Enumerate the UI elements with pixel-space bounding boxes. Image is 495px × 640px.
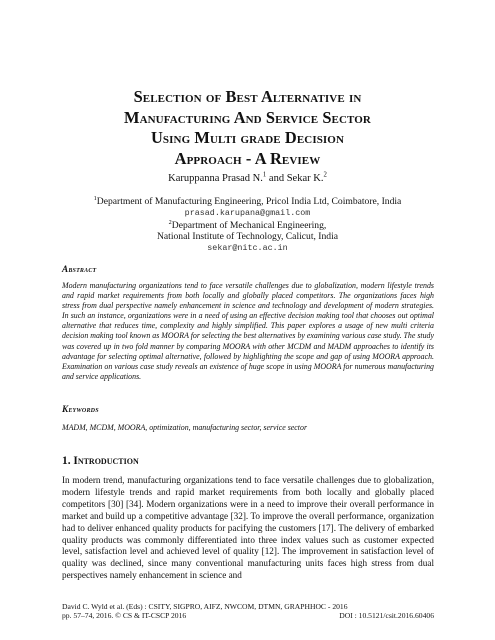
title-line-4: Approach - A Review [174, 148, 321, 168]
author-joiner: and [266, 173, 287, 184]
affiliation-2 [40, 220, 455, 232]
author-list [0, 173, 495, 184]
introduction-heading: 1. Introduction [62, 455, 139, 467]
author-1-affil-marker: 1 [262, 171, 267, 179]
author-2-name: Sekar K. [286, 173, 324, 184]
title-line-2: Manufacturing And Service Sector [124, 107, 371, 127]
title-line-3: Using Multi grade Decision [150, 128, 344, 147]
affiliation-1-text: Department of Manufacturing Engineering, Pricol India Ltd, Coimbatore, India [96, 196, 402, 207]
footer-proceedings-line: David C. Wyld et al. (Eds) : CSITY, SIGPRO, AIFZ, NWCOM, DTMN, GRAPHHOC - 2016 [62, 602, 348, 611]
affiliations [40, 196, 455, 255]
paper-title [40, 87, 455, 169]
footer-citation [62, 602, 348, 621]
abstract-heading: Abstract [62, 264, 97, 274]
abstract-text: Modern manufacturing organizations tend to face versatile challenges due to globalization, modern lifestyle trends and rapid market requirements from both locally and globally placed competitors. The organizations faces high stress from dual perspective namely enhancement in science and technology and development of modern strategies. In such an instance, organizations were in a need of using an effective decision making tool that chooses out optimal alternative that reduces time, complexity and highly simplified. This paper explores a usage of new multi criteria decision making tool known as MOORA for selecting the best alternatives by examining various case study. The study was covered up in two fold manner by comparing MOORA with other MCDM and MADM approaches to identify its advantage for selecting optimal alternative, followed by highlighting the scope and gap of using MOORA approach. Examination on various case study reveals an existence of huge scope in using MOORA for numerous manufacturing and service applications. [62, 281, 434, 381]
affiliation-1-marker: 1 [93, 194, 97, 202]
introduction-text: In modern trend, manufacturing organizations tend to face versatile challenges due to globalization, modern lifestyle trends and rapid market requirements from both locally and globally placed competitors [30] [34]. Modern organizations were in a need to improve their overall performance in market and build up a competitive advantage [32]. To improve the overall performance, organization had to deliver enhanced quality products for pacifying the customers [17]. The delivery of embarked quality products was commonly differentiated into three index values such as customer expected level, satisfaction level and achieved level of quality [12]. The improvement in satisfaction level of quality was declined, since many conventional manufacturing units faces high stress from dual perspectives namely enhancement in science and [62, 475, 434, 581]
author-1-name: Karuppanna Prasad N. [168, 173, 263, 184]
affiliation-1 [40, 196, 455, 208]
author-2-affil-marker: 2 [323, 171, 327, 179]
footer-doi[interactable]: DOI : 10.5121/csit.2016.60406 [339, 611, 434, 621]
title-line-1: Selection of Best Alternative in [133, 87, 362, 106]
keywords-heading: Keywords [62, 404, 99, 414]
author-2-email[interactable]: sekar@nitc.ac.in [207, 243, 288, 254]
affiliation-2-text-line-1: Department of Mechanical Engineering, [171, 219, 327, 231]
author-1-email[interactable]: prasad.karupana@gmail.com [184, 207, 311, 218]
footer-pages-line: pp. 57–74, 2016. © CS & IT-CSCP 2016 [62, 611, 187, 621]
affiliation-2-marker: 2 [168, 218, 172, 226]
keywords-text: MADM, MCDM, MOORA, optimization, manufacturing sector, service sector [62, 423, 308, 432]
affiliation-2-text-line-2: National Institute of Technology, Calicut, India [156, 231, 339, 243]
